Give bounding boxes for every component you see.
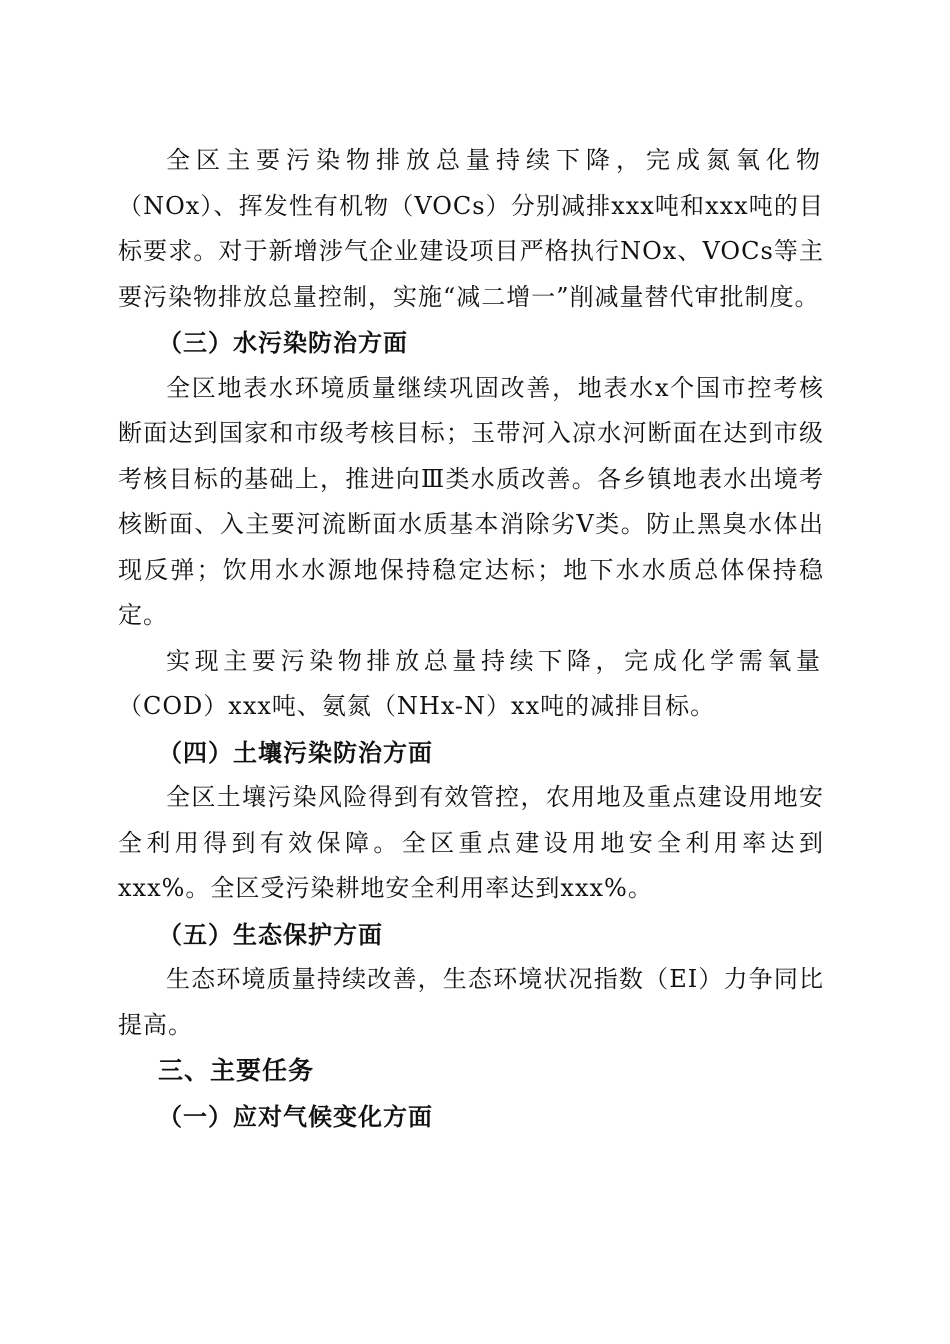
section-heading-ecology: （五）生态保护方面 <box>158 919 383 949</box>
document-body <box>118 138 824 1139</box>
paragraph-soil: 全区土壤污染风险得到有效管控，农用地及重点建设用地安全利用得到有效保障。全区重点建设用地安全利用率达到xxx%。全区受污染耕地安全利用率达到xxx%。 <box>118 783 824 902</box>
chapter-heading-main-tasks: 三、主要任务 <box>158 1056 315 1085</box>
paragraph-surface-water: 全区地表水环境质量继续巩固改善，地表水x个国市控考核断面达到国家和市级考核目标；玉带河入凉水河断面在达到市级考核目标的基础上，推进向Ⅲ类水质改善。各乡镇地表水出境考核断面、入主要河流断面水质基本消除劣Ⅴ类。防止黑臭水体出现反弹；饮用水水源地保持稳定达标；地下水水质总体保持稳定。 <box>118 373 824 629</box>
section-heading-climate: （一）应对气候变化方面 <box>158 1101 433 1131</box>
paragraph-air-emissions: 全区主要污染物排放总量持续下降，完成氮氧化物（NOx）、挥发性有机物（VOCs）分别减排xxx吨和xxx吨的目标要求。对于新增涉气企业建设项目严格执行NOx、VOCs等主要污染物排放总量控制，实施“减二增一”削减量替代审批制度。 <box>118 146 824 311</box>
paragraph-ecology: 生态环境质量持续改善，生态环境状况指数（EI）力争同比提高。 <box>118 965 824 1039</box>
section-heading-soil-pollution: （四）土壤污染防治方面 <box>158 737 433 767</box>
section-heading-water-pollution: （三）水污染防治方面 <box>158 328 408 357</box>
paragraph-water-emissions: 实现主要污染物排放总量持续下降，完成化学需氧量（COD）xxx吨、氨氮（NHx-N）xx吨的减排目标。 <box>118 646 824 720</box>
